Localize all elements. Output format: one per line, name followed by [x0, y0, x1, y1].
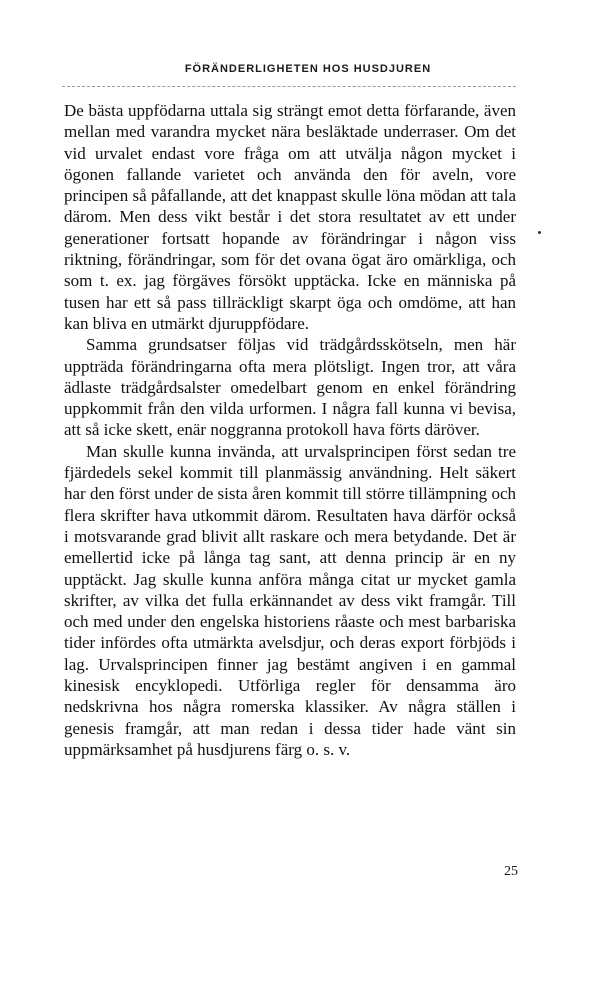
print-speck — [538, 231, 541, 234]
paragraph-3: Man skulle kunna invända, att urvalsprincipen först sedan tre fjärdedels sekel kommit till planmässig användning. Helt säkert har den först under de sista åren kommit till större tillämpning och flera skrifter hava utkommit därom. Resultaten hava därför också i motsvarande grad blivit allt raskare och mera betydande. Det är emellertid icke på långa tag sant, att denna princip är en ny upptäckt. Jag skulle kunna anföra många citat ur mycket gamla skrifter, av vilka det fulla erkännandet av dess vikt framgår. Till och med under den engelska historiens råaste och mest barbariska tider infördes ofta utmärkta avelsdjur, och deras export förbjöds i lag. Urvalsprincipen finner jag bestämt angiven i en gammal kinesisk encyklopedi. Utförliga regler för densamma äro nedskrivna hos några romerska klassiker. Av några ställen i genesis framgår, att man redan i dessa tider hade vänt sin uppmärksamhet på husdjurens färg o. s. v. — [64, 441, 516, 759]
paragraph-1: De bästa uppfödarna uttala sig strängt emot detta förfarande, även mellan med varandra mycket nära besläktade underraser. Om det vid urvalet endast vore fråga om att utvälja någon mycket i ögonen fallande varietet och använda den för aveln, vore principen så påfallande, att det knappast skulle löna mödan att tala därom. Men dess vikt består i det stora resultatet av ett under generationer fortsatt hopande av förändringar i någon viss riktning, förändringar, som för det ovana ögat äro omärkliga, och som t. ex. jag förgäves försökt upptäcka. Icke en människa på tusen har ett så pass tillräckligt skarpt öga och omdöme, att han kan bliva en utmärkt djuruppfödare. — [64, 101, 516, 333]
running-head-title: FÖRÄNDERLIGHETEN HOS HUSDJUREN — [184, 63, 432, 75]
body-text — [64, 100, 516, 760]
header-rule — [62, 86, 516, 87]
page-number: 25 — [504, 864, 518, 879]
paragraph-2: Samma grundsatser följas vid trädgårdsskötseln, men här uppträda förändringarna ofta mera plötsligt. Ingen tror, att våra ädlaste trädgårdsalster omedelbart genom en enkel förändring uppkommit från den vilda urformen. I några fall kunna vi bevisa, att så icke skett, enär noggranna protokoll hava förts däröver. — [64, 335, 516, 440]
